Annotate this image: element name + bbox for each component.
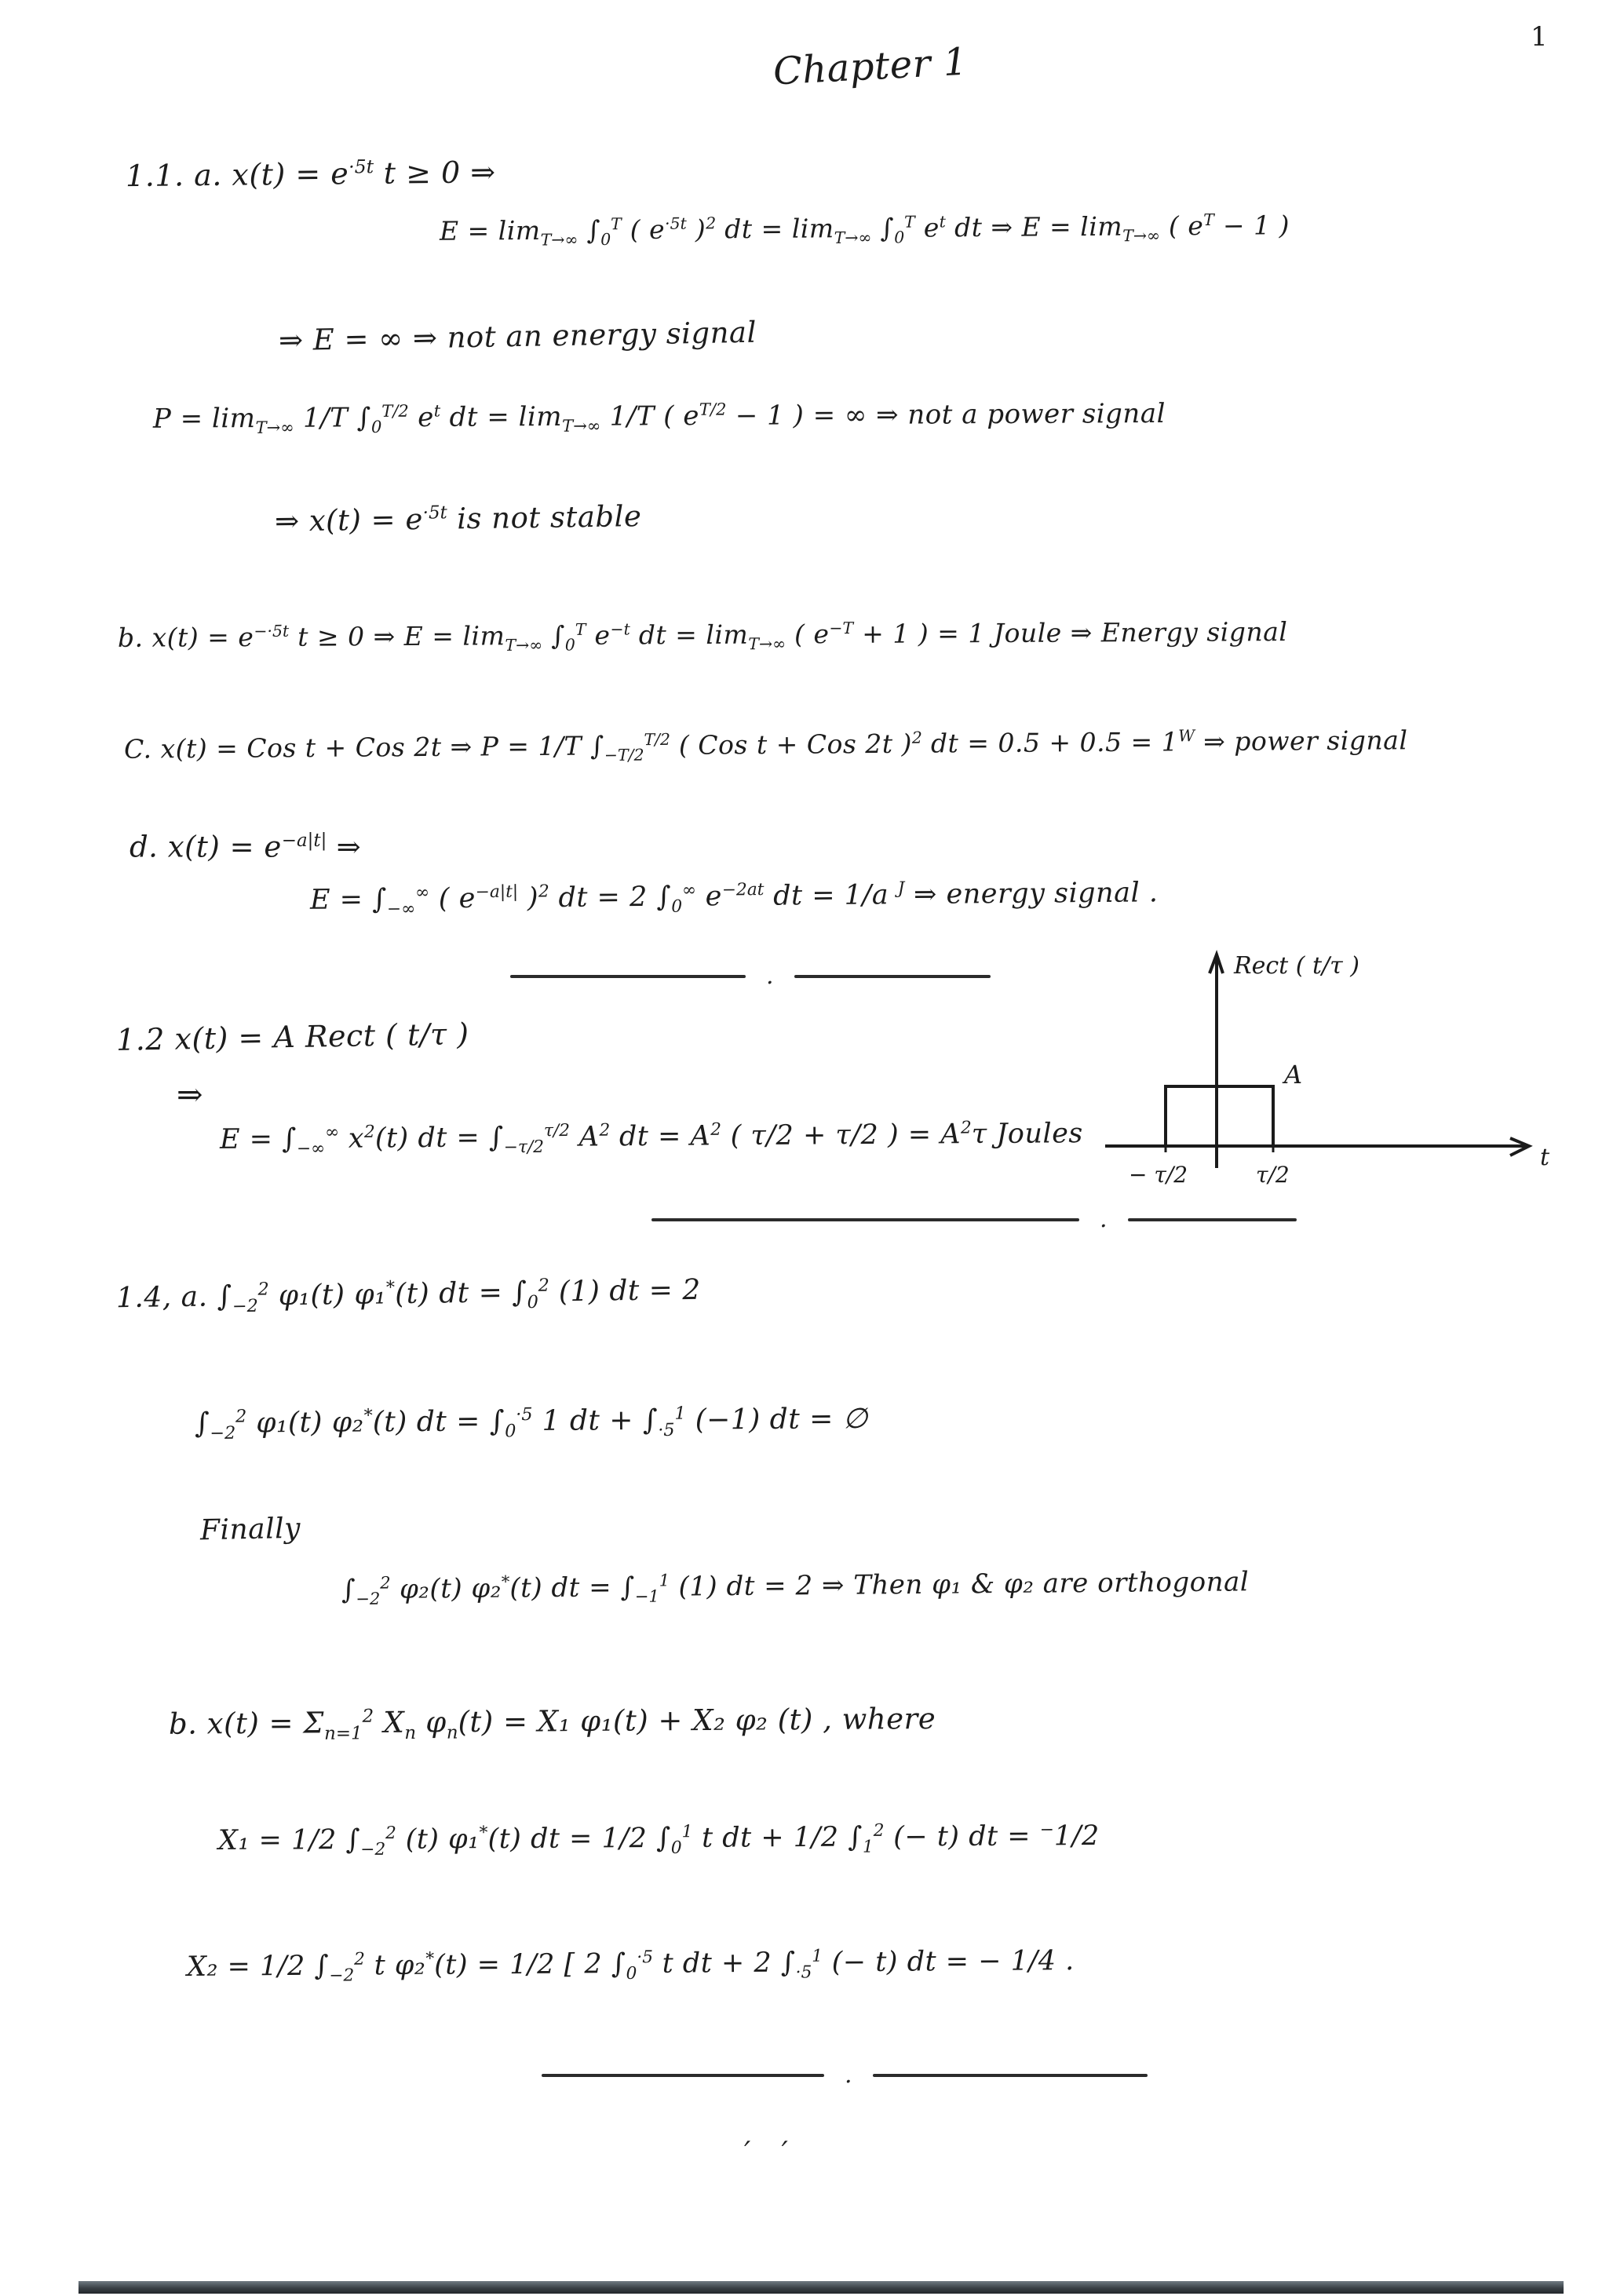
graph-xaxis-label: t <box>1540 1144 1550 1171</box>
graph-left-tick-label: − τ/2 <box>1129 1162 1188 1188</box>
problem-1-1a-power-equation: $P = \lim_{T\to\infty} 1/T$ $\int_0^{T/2}$ $e^t$ dt = $\lim_{T\to\infty} 1/T$ ( $e^{T/2} - 1$ ) = ∞ ⇒ not a power signal <box>152 397 1166 437</box>
problem-1-2-arrow: ⇒ <box>177 1077 204 1113</box>
problem-1-2-energy-equation: $E = \int_{-\infty}^\infty$ $x^2(t)$ dt = $\int_{-\tau/2}^{\tau/2}$ $A^2$ dt = $A^2$ ( τ/2 + τ/2 ) = $A^2\tau$ Joules <box>219 1118 1083 1159</box>
problem-1-1a-energy-equation: $E = \lim_{T\to\infty} \int_0^T$ ( $e^{\cdot 5t}$ )$^2$ dt = $\lim_{T\to\infty} \int_0^T$ $e^t$ dt ⇒ $E = \lim_{T\to\infty}$ ( $e^T - 1$ ) <box>439 210 1290 250</box>
problem-1-1c-line: C. x(t) = Cos t + Cos 2t ⇒ P = 1/T $\int_{-T/2}^{T/2}$ ( Cos t + Cos 2t )$^2$ dt = $0.5 + 0.5 = 1^W$ ⇒ power signal <box>123 725 1408 765</box>
graph-right-tick-label: τ/2 <box>1256 1162 1290 1188</box>
divider-line <box>510 975 746 978</box>
divider-line <box>1128 1218 1297 1221</box>
problem-1-1a-energy-conclusion: ⇒ E = ∞ ⇒ not an energy signal <box>278 315 757 358</box>
rect-pulse-graph <box>1099 933 1586 1196</box>
divider-dot: . <box>1100 1206 1108 1233</box>
divider-line <box>651 1218 1079 1221</box>
divider-dot: . <box>766 962 774 990</box>
problem-1-4a-line1: 1.4, a. $\int_{-2}^2$ φ₁(t) φ₁*(t) dt = $\int_0^2$ (1) dt = 2 <box>115 1273 702 1317</box>
problem-1-1d-definition: d. $x(t) = e^{-a|t|}$ ⇒ <box>130 830 362 864</box>
problem-1-4b-sum-line: b. $x(t) = \Sigma_{n=1}^2$ $X_n$ $\varphi_n(t) = X_1$ φ₁(t) + X₂ φ₂ (t) , where <box>168 1701 936 1744</box>
problem-1-4a-line3: $\int_{-2}^2$ φ₂(t) φ₂*(t) dt = $\int_{-1}^1$ (1) dt = 2 ⇒ Then φ₁ & φ₂ are orthogonal <box>341 1566 1250 1609</box>
page-number: 1 <box>1531 21 1549 53</box>
section-divider <box>651 1206 1297 1233</box>
problem-1-2-definition: 1.2 x(t) = A Rect ( t/τ ) <box>115 1017 469 1057</box>
divider-line <box>794 975 991 978</box>
problem-1-4a-finally-label: Finally <box>199 1512 301 1547</box>
problem-1-4b-x2-line: X₂ = 1/2 $\int_{-2}^2$ t φ₂*(t) = 1/2 [ 2 $\int_0^{\cdot 5}$ t dt + 2 $\int_{\cdot 5}^1$ (− t) dt = − 1/4 . <box>186 1945 1075 1986</box>
divider-line <box>542 2074 824 2077</box>
divider-dot: . <box>845 2061 852 2089</box>
problem-1-1a-stability-conclusion: ⇒ $x(t) = e^{\cdot 5t}$ is not stable <box>274 499 642 538</box>
problem-1-1b-line: b. $x(t) = e^{-\cdot 5t}$ t ≥ 0 ⇒ $E = \lim_{T\to\infty} \int_0^T$ $e^{-t}$ dt = $\lim_{T\to\infty}$ ( $e^{-T} + 1$ ) = 1 Joule ⇒ Energy signal <box>117 616 1288 655</box>
problem-1-4b-x1-line: X₁ = 1/2 $\int_{-2}^2$ (t) φ₁*(t) dt = 1/2 $\int_0^1$ t dt + 1/2 $\int_1^2$ (− t) dt = −1/2 <box>217 1820 1100 1860</box>
divider-line <box>873 2074 1148 2077</box>
problem-1-4a-line2: $\int_{-2}^2$ φ₁(t) φ₂*(t) dt = $\int_0^{\cdot 5}$ 1 dt + $\int_{\cdot 5}^1$ (−1) dt = ∅ <box>194 1403 868 1444</box>
section-divider <box>542 2061 1148 2089</box>
section-divider <box>510 962 991 990</box>
graph-amplitude-label: A <box>1284 1060 1303 1090</box>
footer-tick-marks: ′ ′ <box>744 2137 799 2169</box>
scan-edge-bar <box>78 2281 1564 2294</box>
problem-1-1d-energy-equation: $E = \int_{-\infty}^\infty$ ( $e^{-a|t|}$ )$^2$ dt = 2 $\int_0^\infty$ $e^{-2at}$ dt = 1/a $^J$ ⇒ energy signal . <box>309 877 1159 919</box>
problem-1-1a-definition: 1.1. a. $x(t) = e^{\cdot 5t}$ t ≥ 0 ⇒ <box>125 155 496 194</box>
page-title: Chapter 1 <box>772 39 969 94</box>
graph-ylabel: Rect ( t/τ ) <box>1234 952 1359 980</box>
